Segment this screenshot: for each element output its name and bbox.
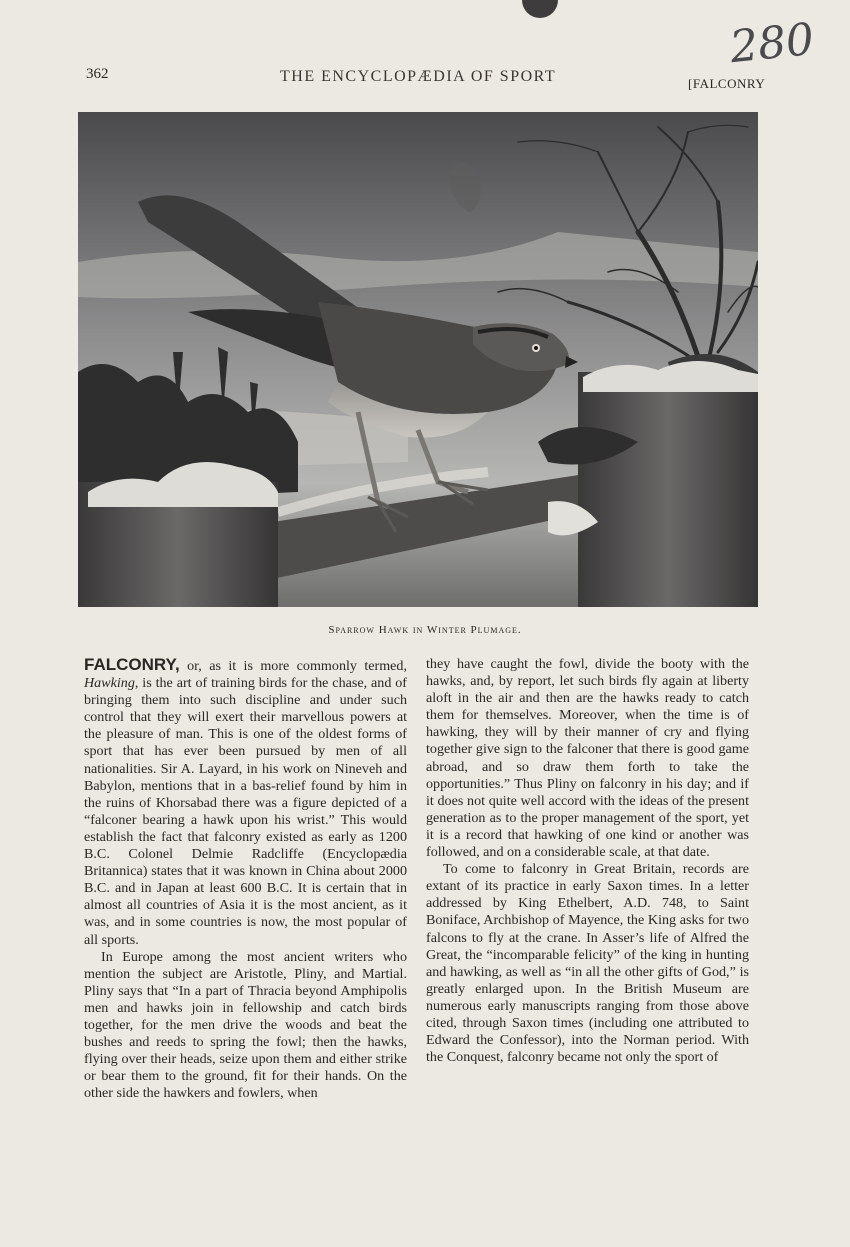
article-headword: FALCONRY, <box>84 655 180 674</box>
section-reference: [FALCONRY <box>688 76 766 91</box>
ink-speck <box>522 0 558 18</box>
paragraph: they have caught the fowl, divide the booty with the hawks, and, by report, let such birds fly again at liberty aloft in the air and then are the hawks ready to catch them for themselves. Moreover, when the time is of hawking, they will by their manner of cry and flying together give sign to the falconer that there is good game abroad, and so draw them forth to take the opportunities.” Thus Pliny on falconry in his day; and if it does not quite well accord with the ideas of the present generation as to the proper management of the sport, yet it is a record that hawking of one kind or another was followed, and on a considerable scale, at that date. <box>426 656 749 861</box>
page-number: 362 <box>86 66 109 82</box>
paragraph <box>84 656 407 949</box>
paragraph: In Europe among the most ancient writers who mention the subject are Aristotle, Pliny, and Martial. Pliny says that “In a part of Thracia beyond Amphipolis men and hawks join in fellowship and catch birds together, for the men drive the woods and beat the bushes and reeds to spring the fowl; then the hawks, flying over their heads, seize upon them and either strike or bear them to the ground, fit for their hands. On the other side the hawkers and fowlers, when <box>84 948 407 1102</box>
right-text-column <box>426 656 749 1066</box>
paragraph: To come to falconry in Great Britain, records are extant of its practice in early Saxon times. In a letter addressed by King Ethelbert, A.D. 748, to Saint Boniface, Archbishop of Mayence, the King asks for two falcons to fly at the crane. In Asser’s life of Alfred the Great, the “incomparable felicity” of the king in hunting and hawking, as well as “in all the other gifts of God,” is greatly enlarged upon. In the British Museum are numerous early manuscripts ranging from those above cited, through Saxon times (including one attributed to Edward the Confessor), into the Norman period. With the Conquest, falconry became not only the sport of <box>426 861 749 1066</box>
sparrow-hawk-illustration <box>78 112 758 607</box>
italic-term: Hawking <box>84 675 135 692</box>
left-text-column <box>84 656 407 1102</box>
paragraph-text: or, as it is more commonly termed, <box>179 658 407 674</box>
running-title: THE ENCYCLOPÆDIA OF SPORT <box>280 68 557 85</box>
handwritten-page-number: 280 <box>727 13 817 74</box>
figure-caption: Sparrow Hawk in Winter Plumage. <box>328 624 522 636</box>
paragraph-text: , is the art of training birds for the chase, and of bringing them into such discipline and under such control that they will exert their marvellous powers at the pleasure of man. This is one of the oldest forms of sport that has ever been pursued by men of all nationalities. Sir A. Layard, in his work on Nineveh and Babylon, mentions that in a bas-relief found by him in the ruins of Khorsabad there was a figure depicted of a “falconer bearing a hawk upon his wrist.” This would establish the fact that falconry existed as early as 1200 B.C. Colonel Delmie Radcliffe (Encyclopædia Britannica) states that it was known in China about 2000 B.C. and in Japan at least 600 B.C. It is certain that in almost all countries of Asia it is the most ancient, as it was, and in some countries is now, the most popular of all sports. <box>84 675 407 948</box>
right-fence-post <box>578 372 758 607</box>
